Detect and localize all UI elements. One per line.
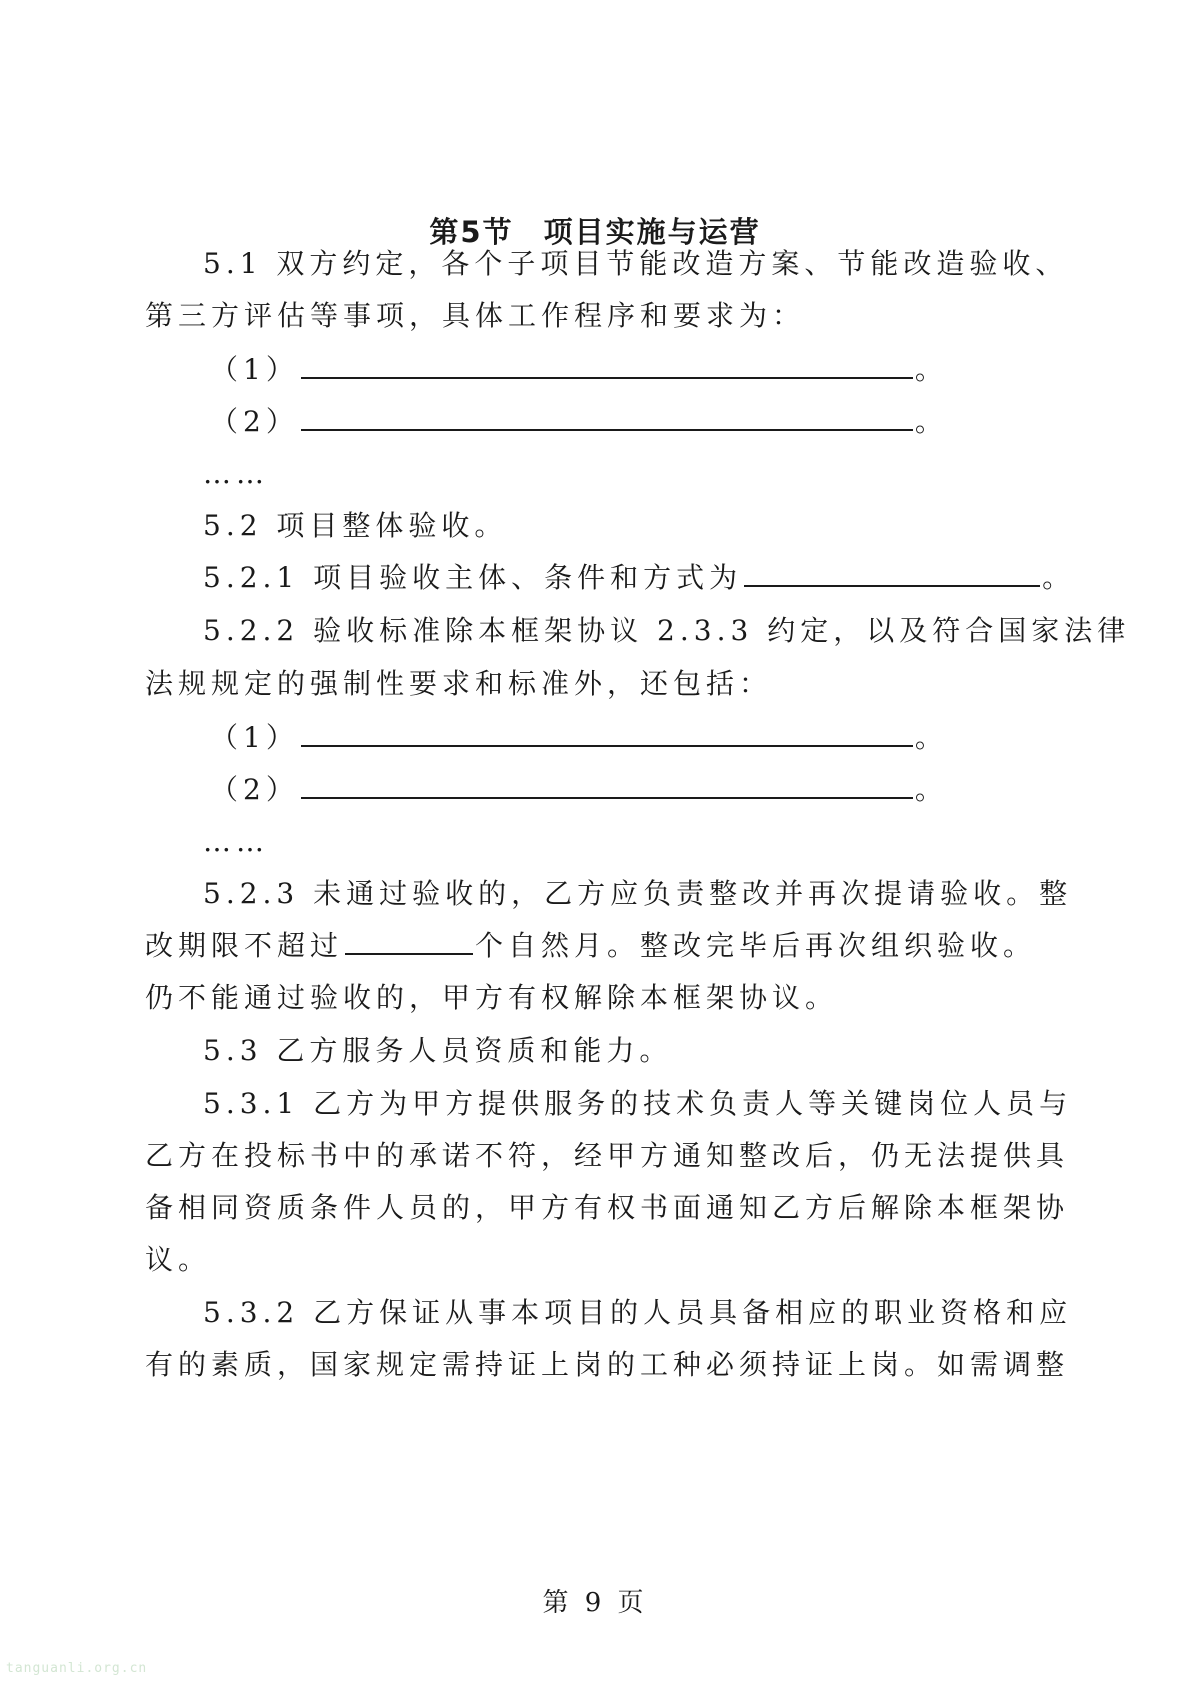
paragraph-5-3-1-line-1: 5.3.1 乙方为甲方提供服务的技术负责人等关键岗位人员与 [203,1087,1073,1120]
section-name: 项目实施与运营 [543,215,761,249]
ellipsis: …… [203,825,269,858]
paragraph-5-2-1 [203,558,1075,598]
ellipsis: …… [203,457,269,490]
paragraph-5-3: 5.3 乙方服务人员资质和能力。 [203,1034,673,1067]
page-number: 第 9 页 [542,1588,648,1618]
list-marker: （1） [210,721,299,754]
list-item-1 [210,350,948,390]
period: 。 [914,405,948,438]
list-item-2 [210,770,948,810]
paragraph-5-2-3-line-2 [145,926,1036,966]
fill-in-blank[interactable] [345,927,473,955]
paragraph-5-3-2-line-2: 有的素质，国家规定需持证上岗的工种必须持证上岗。如需调整 [145,1348,1070,1381]
paragraph-5-3-1-line-3: 备相同资质条件人员的，甲方有权书面通知乙方后解除本框架协 [145,1191,1070,1224]
paragraph-5-2-2-line-1: 5.2.2 验收标准除本框架协议 2.3.3 约定，以及符合国家法律 [203,614,1131,647]
paragraph-5-1-line-1: 5.1 双方约定，各个子项目节能改造方案、节能改造验收、 [203,247,1069,280]
period: 。 [914,721,948,754]
list-marker: （2） [210,773,299,806]
period: 。 [914,773,948,806]
list-marker: （2） [210,405,299,438]
paragraph-5-2-3-text-b: 个自然月。整改完毕后再次组织验收。 [475,929,1037,962]
paragraph-5-3-1-line-4: 议。 [145,1243,212,1276]
paragraph-5-2-1-text: 5.2.1 项目验收主体、条件和方式为 [203,561,743,594]
paragraph-5-2-3-text-a: 改期限不超过 [145,929,344,962]
paragraph-5-2-3-line-3: 仍不能通过验收的，甲方有权解除本框架协议。 [145,981,839,1014]
fill-in-blank[interactable] [744,559,1040,587]
list-item-2 [210,402,948,442]
fill-in-blank[interactable] [301,351,913,379]
paragraph-5-2-2-line-2: 法规规定的强制性要求和标准外，还包括： [145,667,773,700]
paragraph-5-2-3-line-1: 5.2.3 未通过验收的，乙方应负责整改并再次提请验收。整 [203,877,1073,910]
fill-in-blank[interactable] [301,719,913,747]
section-number: 第5节 [429,215,514,249]
paragraph-5-3-2-line-1: 5.3.2 乙方保证从事本项目的人员具备相应的职业资格和应 [203,1296,1073,1329]
paragraph-5-2: 5.2 项目整体验收。 [203,509,508,542]
watermark: tanguanli.org.cn [6,1661,148,1676]
paragraph-5-3-1-line-2: 乙方在投标书中的承诺不符，经甲方通知整改后，仍无法提供具 [145,1139,1070,1172]
list-item-1 [210,718,948,758]
list-marker: （1） [210,353,299,386]
period: 。 [1042,561,1076,594]
period: 。 [914,353,948,386]
paragraph-5-1-line-2: 第三方评估等事项，具体工作程序和要求为： [145,299,806,332]
fill-in-blank[interactable] [301,403,913,431]
fill-in-blank[interactable] [301,771,913,799]
